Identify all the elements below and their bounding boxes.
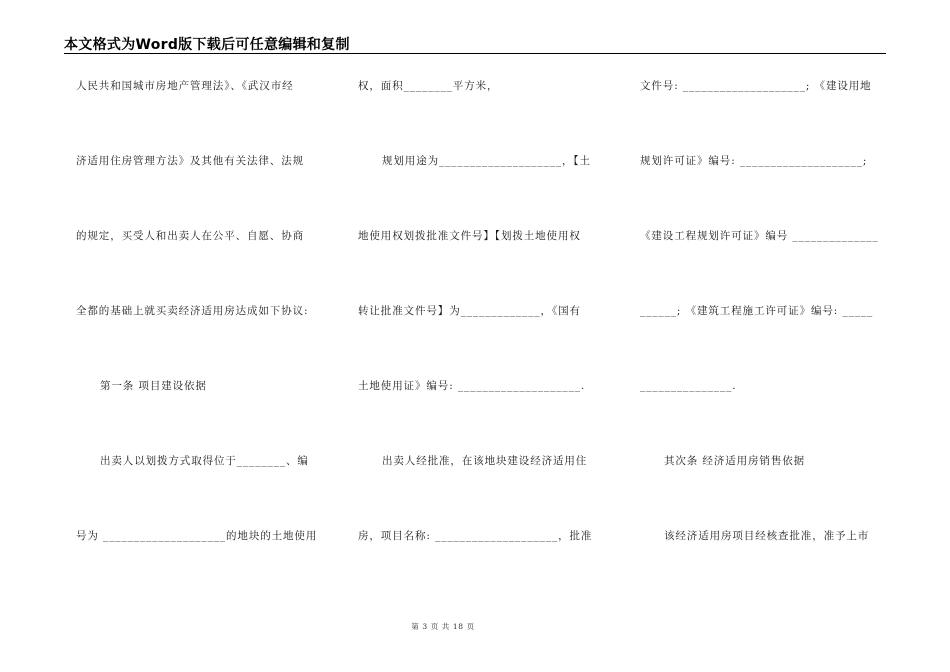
text-line: ______; 《建筑工程施工许可证》编号: _____ [640,305,874,317]
text-line: 人民共和国城市房地产管理法》、《武汉市经 [76,80,294,92]
text-line: 文件号: ____________________; 《建设用地 [640,80,872,92]
text-column-3 [640,0,890,672]
page-header-title: 本文格式为Word版下载后可任意编辑和复制 [64,37,350,53]
text-line: 规划许可证》编号: ____________________; [640,155,868,167]
text-line: 《建设工程规划许可证》编号 ______________ [640,230,879,242]
text-line: 转让批准文件号】为_____________，《国有 [358,305,581,317]
section-heading: 第一条 项目建设依据 [100,380,207,392]
text-column-2 [358,0,608,672]
text-line: 全都的基础上就买卖经济适用房达成如下协议: [76,305,309,317]
text-line: 号为 ____________________的地块的土地使用 [76,530,318,542]
text-line: 济适用住房管理方法》及其他有关法律、法规 [76,155,304,167]
text-line: 房，项目名称: ____________________，批准 [358,530,593,542]
text-line: 地使用权划拨批准文件号】【划拨土地使用权 [358,230,581,242]
text-line: 出卖人经批准，在该地块建设经济适用住 [382,455,588,467]
text-line: 土地使用证》编号: ____________________. [358,380,586,392]
text-line: _______________. [640,380,737,392]
text-line: 出卖人以划拨方式取得位于________、编 [100,455,309,467]
text-line: 的规定，买受人和出卖人在公平、自愿、协商 [76,230,304,242]
text-line: 该经济适用房项目经核查批准，准予上市 [664,530,870,542]
text-column-1 [76,0,326,672]
text-line: 权，面积________平方米， [358,80,499,92]
page-number: 第 3 页 共 18 页 [411,622,475,631]
section-heading: 其次条 经济适用房销售依据 [664,455,806,467]
text-line: 规划用途为____________________，【土 [382,155,591,167]
